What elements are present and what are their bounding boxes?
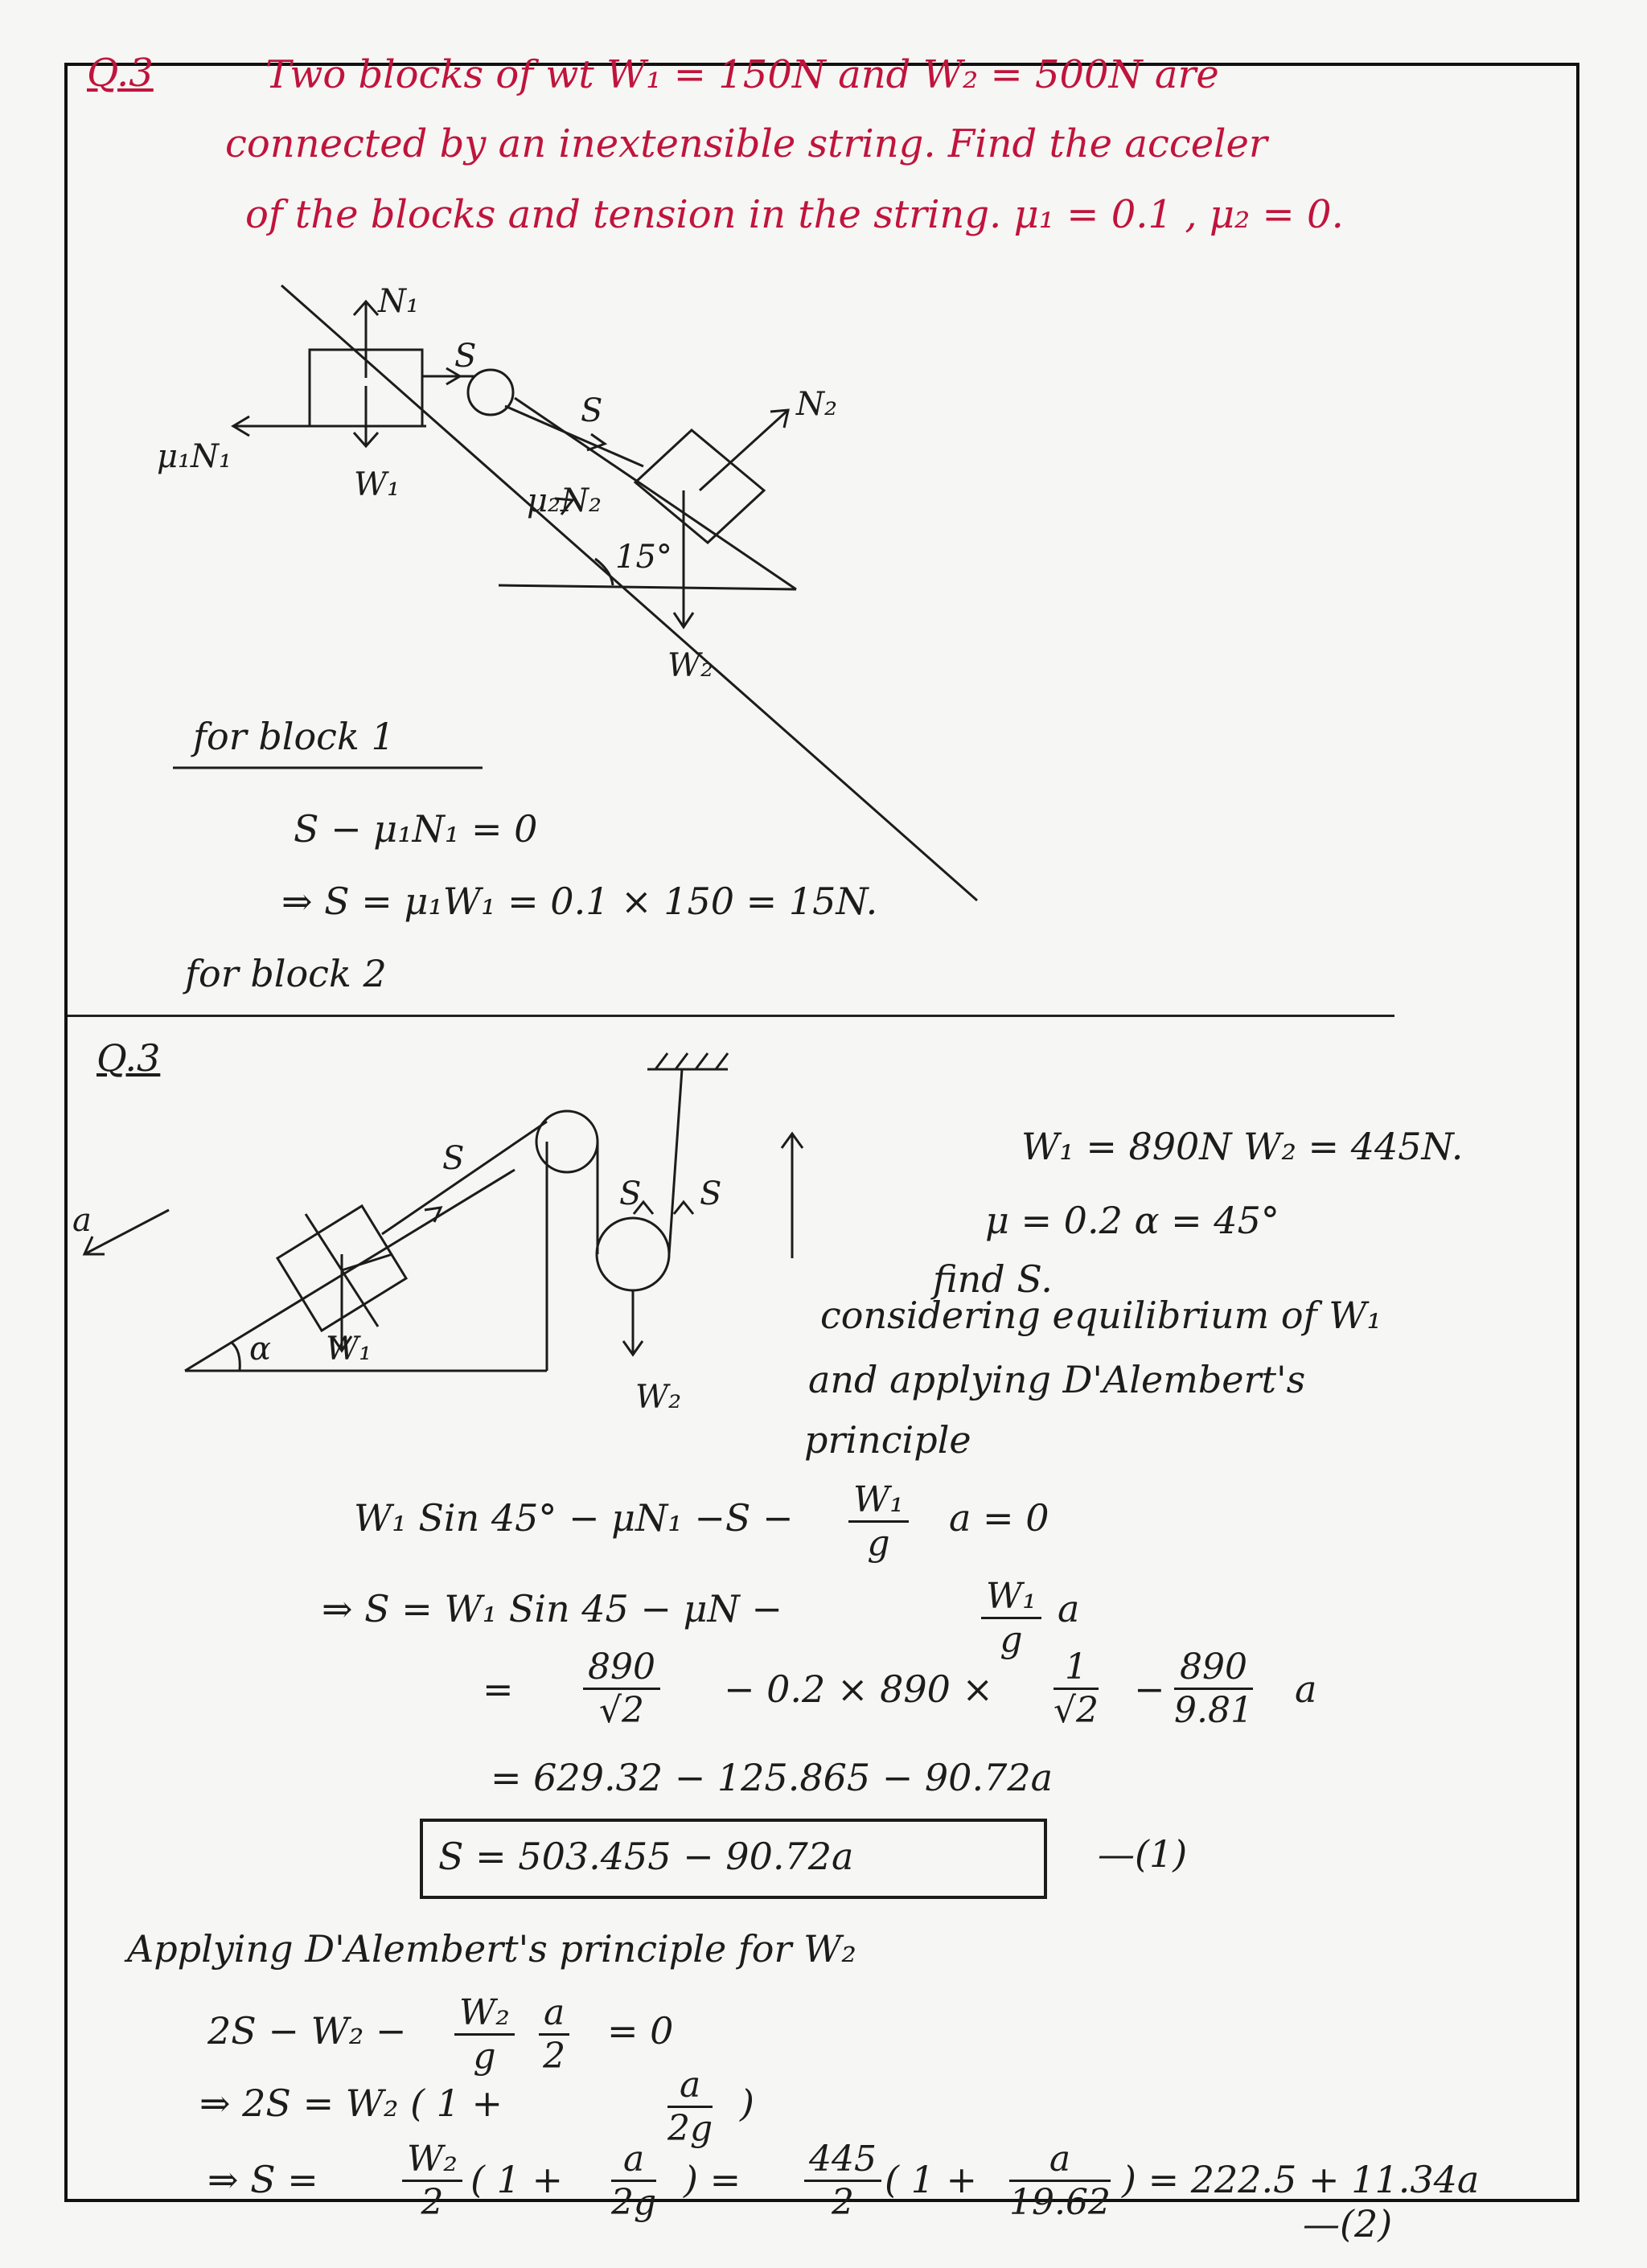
label-mu2N2: μ₂N₂ bbox=[527, 482, 602, 519]
question-number-bottom: Q.3 bbox=[97, 1036, 161, 1080]
eq7-left: ⇒ S = bbox=[207, 2158, 318, 2201]
eq5-left: 2S − W₂ − bbox=[207, 2009, 407, 2053]
label-angle-15: 15° bbox=[615, 539, 672, 576]
question-number-top: Q.3 bbox=[87, 51, 154, 96]
label-N2: N₂ bbox=[796, 386, 838, 423]
eq3-fraction-3: $\frac{890}{9.81}$ bbox=[1174, 1647, 1253, 1731]
eq2-fraction: $\frac{\text{W₁}}{g}$ bbox=[981, 1576, 1041, 1660]
eq5-fraction-1: $\frac{\text{W₂}}{g}$ bbox=[454, 1992, 515, 2077]
text-principle: principle bbox=[804, 1418, 971, 1462]
eq2-right: a bbox=[1058, 1587, 1080, 1630]
question-line-1: Two blocks of wt W₁ = 150N and W₂ = 500N are bbox=[265, 52, 1219, 97]
question-line-3: of the blocks and tension in the string. μ₁ = 0.1 , μ₂ = 0. bbox=[245, 192, 1344, 237]
text-considering: considering equilibrium of W₁ bbox=[820, 1294, 1382, 1337]
eq7-middle-2: ( 1 + bbox=[885, 2158, 977, 2201]
eq1-right: a = 0 bbox=[949, 1496, 1049, 1540]
heading-block-1: for block 1 bbox=[193, 715, 395, 758]
label-S-2: S bbox=[581, 392, 603, 429]
eq3-a: a bbox=[1295, 1667, 1317, 1711]
eq6-right: ) bbox=[740, 2081, 754, 2125]
heading-block-2: for block 2 bbox=[185, 952, 387, 995]
eq3-fraction-2: $\frac{1}{√2}$ bbox=[1054, 1647, 1099, 1731]
eq7-fraction-1: $\frac{\text{W₂}}{2}$ bbox=[402, 2139, 462, 2223]
eq7-middle: ( 1 + bbox=[470, 2158, 563, 2201]
eq4: = 629.32 − 125.865 − 90.72a bbox=[491, 1756, 1054, 1799]
question-line-2: connected by an inextensible string. Find the acceler bbox=[225, 121, 1267, 166]
given-mu-alpha: μ = 0.2 α = 45° bbox=[985, 1199, 1279, 1242]
eq2-left: ⇒ S = W₁ Sin 45 − μN − bbox=[322, 1587, 782, 1630]
given-find: find S. bbox=[933, 1257, 1053, 1301]
given-weights: W₁ = 890N W₂ = 445N. bbox=[1021, 1125, 1464, 1168]
eq5-fraction-2: $\frac{a}{2}$ bbox=[539, 1992, 569, 2077]
label-W2: W₂ bbox=[667, 647, 714, 684]
eq6-fraction: $\frac{a}{2g}$ bbox=[667, 2065, 713, 2149]
label-mu1N1: μ₁N₁ bbox=[157, 438, 232, 475]
heading-W2: Applying D'Alembert's principle for W₂ bbox=[127, 1927, 856, 1971]
eq6-left: ⇒ 2S = W₂ ( 1 + bbox=[199, 2081, 503, 2125]
label-W1-block: W₁ bbox=[326, 1331, 372, 1368]
label-S-1: S bbox=[454, 338, 477, 375]
label-S-pulley-left: S bbox=[619, 1175, 642, 1212]
label-a: a bbox=[72, 1202, 92, 1239]
boxed-equation: S = 503.455 − 90.72a bbox=[438, 1835, 854, 1878]
eq3-middle: − 0.2 × 890 × bbox=[724, 1667, 994, 1711]
eq5-right: = 0 bbox=[607, 2009, 674, 2053]
label-W2-hanging: W₂ bbox=[635, 1379, 682, 1416]
eq1-left: W₁ Sin 45° − μN₁ −S − bbox=[354, 1496, 794, 1540]
eq1-fraction: $\frac{\text{W₁}}{g}$ bbox=[848, 1479, 909, 1564]
eq7-fraction-4: $\frac{a}{19.62}$ bbox=[1009, 2139, 1111, 2223]
eq7-fraction-2: $\frac{a}{2g}$ bbox=[611, 2139, 657, 2223]
label-W1: W₁ bbox=[354, 466, 400, 503]
eq3-minus: − bbox=[1134, 1667, 1165, 1711]
eq3-fraction-1: $\frac{890}{√2}$ bbox=[583, 1647, 660, 1731]
label-N1: N₁ bbox=[378, 283, 420, 320]
label-S-top: S bbox=[442, 1140, 465, 1177]
text-applying: and applying D'Alembert's bbox=[808, 1358, 1306, 1401]
eq7-end: ) = 222.5 + 11.34a bbox=[1122, 2158, 1480, 2201]
label-S-pulley-right: S bbox=[700, 1175, 722, 1212]
eq3-equals: = bbox=[483, 1667, 514, 1711]
eq7-equals: ) = bbox=[684, 2158, 741, 2201]
eq-block1-2: ⇒ S = μ₁W₁ = 0.1 × 150 = 15N. bbox=[281, 880, 878, 923]
eq7-fraction-3: $\frac{445}{2}$ bbox=[804, 2139, 881, 2223]
label-alpha: α bbox=[249, 1331, 272, 1368]
boxed-tag: —(1) bbox=[1098, 1832, 1188, 1876]
eq-block1-1: S − μ₁N₁ = 0 bbox=[294, 807, 538, 851]
eq7-tag: —(2) bbox=[1303, 2202, 1393, 2245]
